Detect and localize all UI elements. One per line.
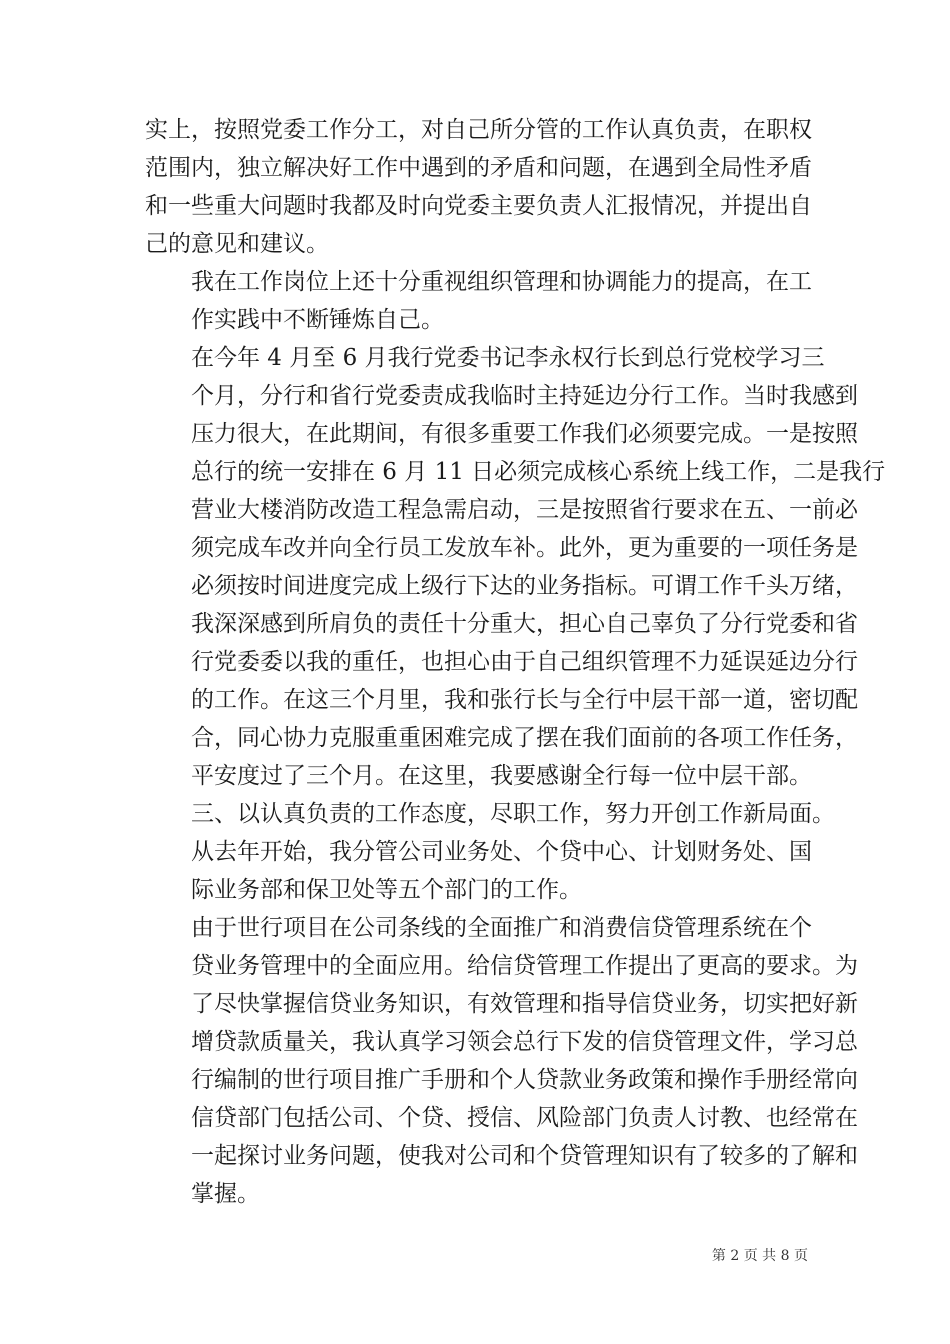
text-line: 营业大楼消防改造工程急需启动，三是按照省行要求在五、一前必: [191, 497, 858, 523]
document-body: [145, 111, 886, 1213]
paragraph: [145, 909, 858, 1213]
text-line: 贷业务管理中的全面应用。给信贷管理工作提出了更高的要求。为: [191, 953, 858, 979]
text-line: 一起探讨业务问题，使我对公司和个贷管理知识有了较多的了解和: [191, 1143, 858, 1169]
text-line: 实上，按照党委工作分工，对自己所分管的工作认真负责，在职权: [145, 117, 812, 143]
text-line: 掌握。: [191, 1181, 260, 1207]
text-line: 信贷部门包括公司、个贷、授信、风险部门负责人讨教、也经常在: [191, 1105, 858, 1131]
text-line: 我在工作岗位上还十分重视组织管理和协调能力的提高，在工: [191, 269, 812, 295]
text-line: 个月，分行和省行党委责成我临时主持延边分行工作。当时我感到: [191, 383, 858, 409]
text-line: 范围内，独立解决好工作中遇到的矛盾和问题，在遇到全局性矛盾: [145, 155, 812, 181]
paragraph: [145, 263, 810, 339]
text-line: 际业务部和保卫处等五个部门的工作。: [191, 877, 582, 903]
paragraph: [145, 111, 810, 263]
paragraph: [145, 833, 810, 909]
text-line: 在今年 4 月至 6 月我行党委书记李永权行长到总行党校学习三: [191, 345, 825, 371]
text-line: 增贷款质量关，我认真学习领会总行下发的信贷管理文件，学习总: [191, 1029, 858, 1055]
text-line: 合，同心协力克服重重困难完成了摆在我们面前的各项工作任务，: [191, 725, 858, 751]
text-line: 行编制的世行项目推广手册和个人贷款业务政策和操作手册经常向: [191, 1067, 858, 1093]
text-line: 压力很大，在此期间，有很多重要工作我们必须要完成。一是按照: [191, 421, 858, 447]
text-line: 和一些重大问题时我都及时向党委主要负责人汇报情况，并提出自: [145, 193, 812, 219]
text-line: 总行的统一安排在 6 月 11 日必须完成核心系统上线工作，二是我行: [191, 459, 886, 485]
text-line: 从去年开始，我分管公司业务处、个贷中心、计划财务处、国: [191, 839, 812, 865]
paragraph: [145, 339, 886, 795]
text-line: 必须按时间进度完成上级行下达的业务指标。可谓工作千头万绪，: [191, 573, 858, 599]
text-line: 由于世行项目在公司条线的全面推广和消费信贷管理系统在个: [191, 915, 812, 941]
text-line: 须完成车改并向全行员工发放车补。此外，更为重要的一项任务是: [191, 535, 858, 561]
text-line: 作实践中不断锤炼自己。: [191, 307, 444, 333]
text-line: 己的意见和建议。: [145, 231, 329, 257]
text-line: 了尽快掌握信贷业务知识，有效管理和指导信贷业务，切实把好新: [191, 991, 858, 1017]
text-line: 行党委委以我的重任，也担心由于自己组织管理不力延误延边分行: [191, 649, 858, 675]
text-line: 我深深感到所肩负的责任十分重大，担心自己辜负了分行党委和省: [191, 611, 858, 637]
text-line: 三、以认真负责的工作态度，尽职工作，努力开创工作新局面。: [191, 801, 835, 827]
text-line: 平安度过了三个月。在这里，我要感谢全行每一位中层干部。: [191, 763, 812, 789]
page-number-footer: 第 2 页 共 8 页: [711, 1248, 808, 1264]
text-line: 的工作。在这三个月里，我和张行长与全行中层干部一道，密切配: [191, 687, 858, 713]
paragraph: [145, 795, 835, 833]
